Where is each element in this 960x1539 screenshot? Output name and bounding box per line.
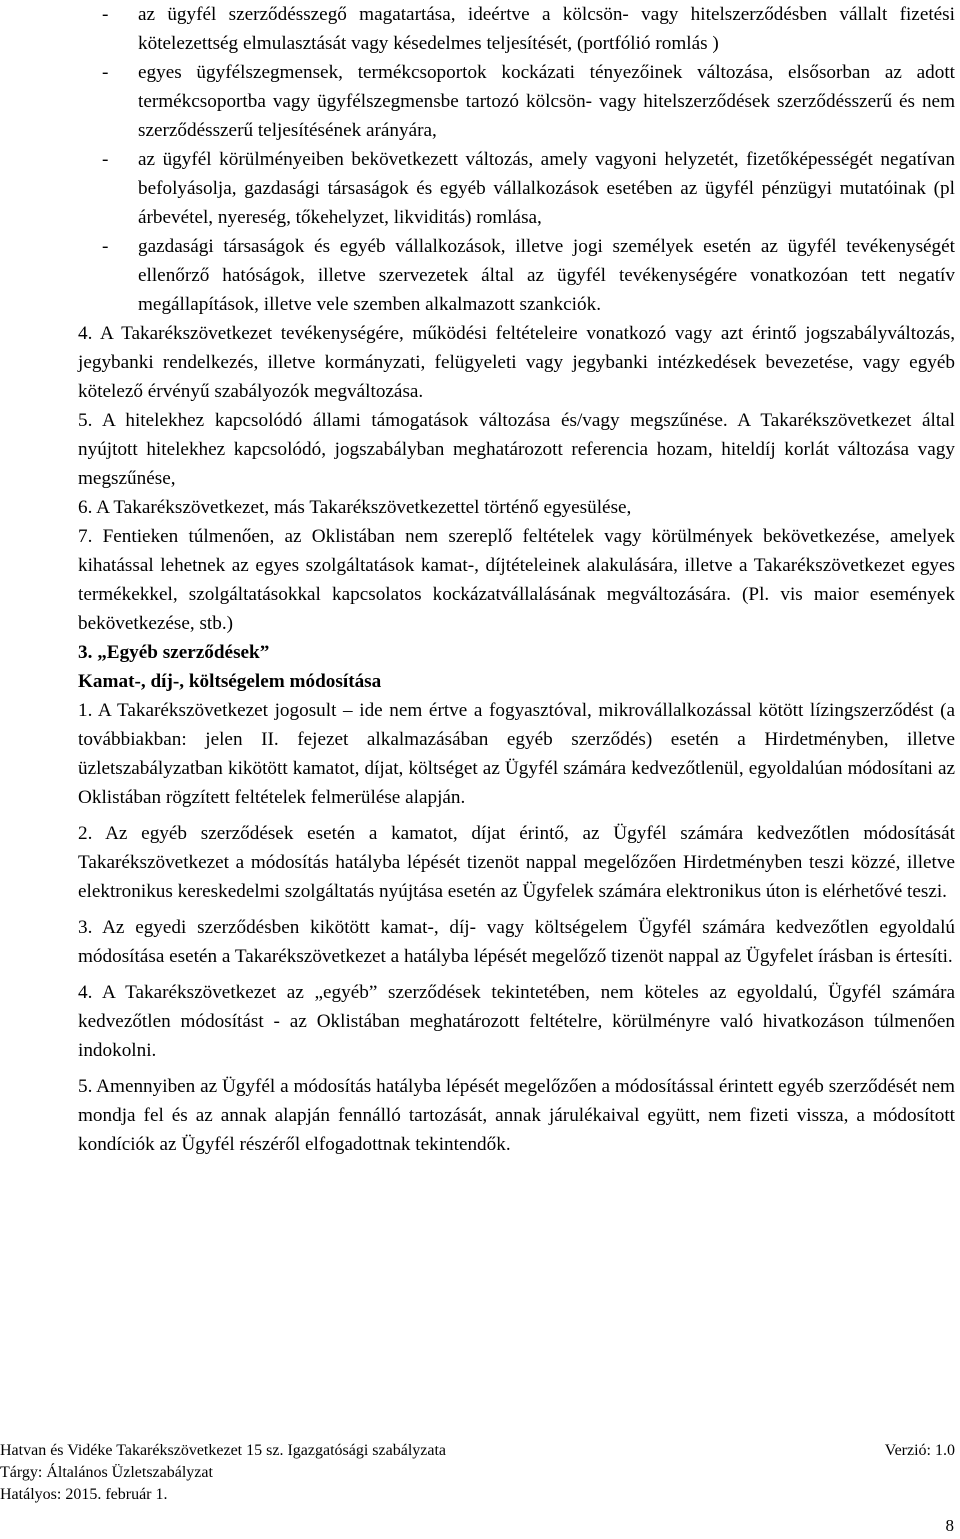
list-item-text: egyes ügyfélszegmensek, termékcsoportok kockázati tényezőinek változása, elsősorban az adott termékcsoportba vagy ügyfélszegmensbe tartozó kölcsön- vagy hitelszerződések szerződésszerű és nem szerződésszerű teljesítésének arányára, [138, 62, 955, 141]
footer-effective-date: Hatályos: 2015. február 1. [0, 1486, 168, 1503]
page-footer [0, 1440, 960, 1506]
list-dash: - [102, 236, 109, 257]
list-dash: - [102, 4, 109, 25]
list-item [78, 145, 955, 232]
list-item-text: az ügyfél körülményeiben bekövetkezett változás, amely vagyoni helyzetét, fizetőképességét negatívan befolyásolja, gazdasági társaságok és egyéb vállalkozások esetében az ügyfél pénzügyi mutatóinak (pl árbevétel, nyereség, tőkehelyzet, likviditás) romlása, [138, 149, 955, 228]
section-paragraph-4: 4. A Takarékszövetkezet az „egyéb” szerződések tekintetében, nem köteles az egyoldalú, Ügyfél számára kedvezőtlen módosítást - az Oklistában meghatározott feltételre, körülményre való hivatkozáson túlmenően indokolni. [78, 982, 955, 1061]
section-paragraph-3: 3. Az egyedi szerződésben kikötött kamat-, díj- vagy költségelem Ügyfél számára kedvezőtlen egyoldalú módosítása esetén a Takarékszövetkezet a hatályba lépését megelőző tizenöt nappal az Ügyfelet írásban is értesíti. [78, 917, 955, 967]
list-dash: - [102, 62, 109, 83]
paragraph-7: 7. Fentieken túlmenően, az Oklistában nem szereplő feltételek vagy körülmények bekövetkezése, amelyek kihatással lehetnek az egyes szolgáltatások kamat-, díjtételeinek alakulására, illetve a Takarékszövetkezet egyes termékekkel, szolgáltatásokkal kapcsolatos kockázatvállalásának megváltozására. (Pl. vis maior események bekövetkezése, stb.) [78, 526, 955, 634]
condition-list [78, 0, 955, 319]
paragraph-6: 6. A Takarékszövetkezet, más Takarékszövetkezettel történő egyesülése, [78, 497, 632, 518]
list-item-text: az ügyfél szerződésszegő magatartása, ideértve a kölcsön- vagy hitelszerződésben vállalt fizetési kötelezettség elmulasztását vagy késedelmes teljesítését, (portfólió romlás ) [138, 4, 955, 54]
page-number: 8 [945, 1516, 954, 1535]
paragraph-5: 5. A hitelekhez kapcsolódó állami támogatások változása és/vagy megszűnése. A Takarékszövetkezet által nyújtott hitelekhez kapcsolódó, jogszabályban meghatározott referencia hozam, hiteldíj korlát változása vagy megszűnése, [78, 410, 955, 489]
section-paragraph-5: 5. Amennyiben az Ügyfél a módosítás hatályba lépését megelőzően a módosítással érintett egyéb szerződését nem mondja fel és az annak alapján fennálló tartozását, annak járulékaival együtt, nem fizeti vissza, a módosított kondíciók az Ügyfél részéről elfogadottnak tekintendők. [78, 1076, 955, 1155]
footer-regulation: Hatvan és Vidéke Takarékszövetkezet 15 sz. Igazgatósági szabályzata [0, 1442, 447, 1459]
list-item [78, 232, 955, 319]
section-title: 3. „Egyéb szerződések” [78, 642, 270, 663]
footer-subject: Tárgy: Általános Üzletszabályzat [0, 1464, 213, 1481]
footer-version: Verzió: 1.0 [884, 1442, 955, 1459]
list-item [78, 58, 955, 145]
list-item [78, 0, 955, 58]
footer-row [0, 1440, 960, 1462]
document-body [78, 0, 955, 1159]
section-subtitle: Kamat-, díj-, költségelem módosítása [78, 671, 382, 692]
paragraph-4: 4. A Takarékszövetkezet tevékenységére, működési feltételeire vonatkozó vagy azt érintő jogszabályváltozás, jegybanki rendelkezés, illetve kormányzati, felügyeleti vagy jegybanki intézkedések bevezetése, vagy egyéb kötelező érvényű szabályozók megváltozása. [78, 323, 955, 402]
list-dash: - [102, 149, 109, 170]
section-paragraph-2: 2. Az egyéb szerződések esetén a kamatot, díjat érintő, az Ügyfél számára kedvezőtlen módosítását Takarékszövetkezet a módosítás hatályba lépését tizenöt nappal megelőzően Hirdetményben teszi közzé, illetve elektronikus kereskedelmi szolgáltatás nyújtása esetén az Ügyfelek számára elektronikus úton is elérhetővé teszi. [78, 823, 955, 902]
list-item-text: gazdasági társaságok és egyéb vállalkozások, illetve jogi személyek esetén az ügyfél tevékenységét ellenőrző hatóságok, illetve szervezetek által az ügyfél tevékenységére vonatkozóan tett negatív megállapítások, illetve vele szemben alkalmazott szankciók. [138, 236, 955, 315]
section-paragraph-1: 1. A Takarékszövetkezet jogosult – ide nem értve a fogyasztóval, mikrovállalkozással kötött lízingszerződést (a továbbiakban: jelen II. fejezet alkalmazásában egyéb szerződés) esetén a Hirdetményben, illetve üzletszabályzatban kikötött kamatot, díjat, költséget az Ügyfél számára kedvezőtlenül, egyoldalúan módosítani az Oklistában rögzített feltételek felmerülése alapján. [78, 700, 955, 808]
